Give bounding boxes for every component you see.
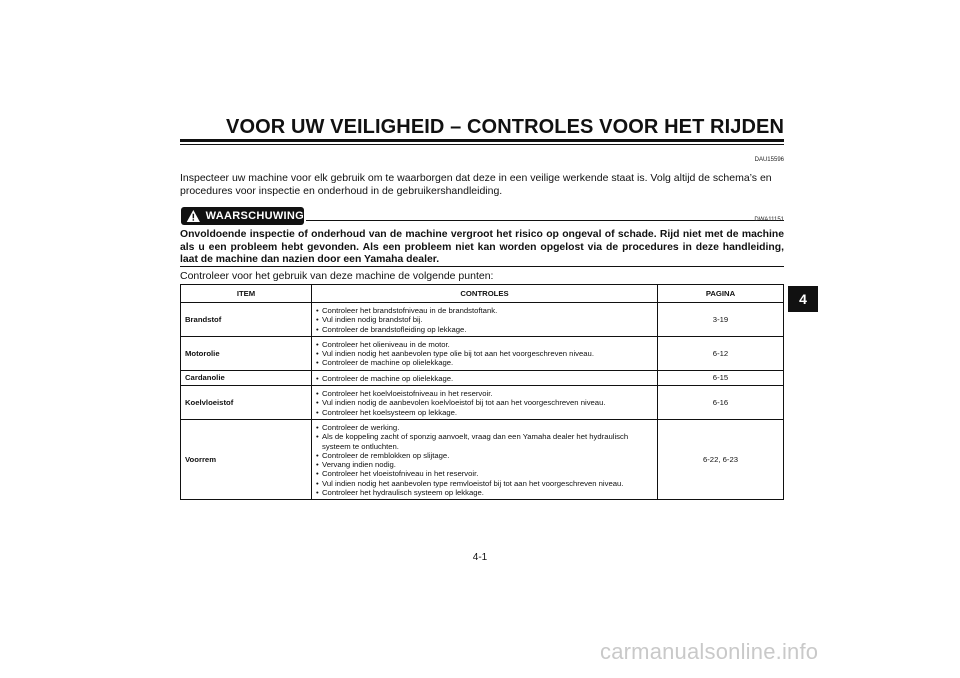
check-item: • Controleer het olieniveau in de motor. — [316, 340, 653, 349]
warning-code: DWA11151 — [754, 217, 784, 223]
table-row — [181, 386, 784, 420]
check-item: • Controleer het vloeistofniveau in het reservoir. — [316, 469, 653, 478]
doc-code: DAU15596 — [754, 157, 784, 163]
check-item: • Controleer de brandstofleiding op lekkage. — [316, 325, 653, 334]
page-ref: 3-19 — [658, 303, 784, 337]
page-ref: 6-16 — [658, 386, 784, 420]
header-item: ITEM — [181, 285, 312, 303]
check-item: • Vervang indien nodig. — [316, 460, 653, 469]
check-item: • Controleer de werking. — [316, 423, 653, 432]
intro-paragraph: Inspecteer uw machine voor elk gebruik om te waarborgen dat deze in een veilige werkende staat is. Volg altijd de schema’s en procedures voor inspectie en onderhoud in de gebruikershandleiding. — [180, 172, 772, 197]
check-item: • Vul indien nodig het aanbevolen type remvloeistof bij tot aan het voorgeschreven niveau. — [316, 479, 653, 488]
header-pagina: PAGINA — [658, 285, 784, 303]
page-title: VOOR UW VEILIGHEID – CONTROLES VOOR HET RIJDEN — [226, 116, 784, 138]
checks-cell — [312, 419, 658, 499]
page-ref: 6-12 — [658, 336, 784, 370]
item-name: Voorrem — [181, 419, 312, 499]
checks-cell — [312, 336, 658, 370]
check-item: • Controleer de remblokken op slijtage. — [316, 451, 653, 460]
title-rule-thin — [180, 144, 784, 145]
warning-end-rule — [180, 266, 784, 267]
check-item: • Vul indien nodig de aanbevolen koelvloeistof bij tot aan het voorgeschreven niveau. — [316, 398, 653, 407]
item-name: Brandstof — [181, 303, 312, 337]
item-name: Motorolie — [181, 336, 312, 370]
checks-cell — [312, 303, 658, 337]
check-item: • Vul indien nodig het aanbevolen type olie bij tot aan het voorgeschreven niveau. — [316, 349, 653, 358]
item-name: Koelvloeistof — [181, 386, 312, 420]
page-ref: 6-22, 6-23 — [658, 419, 784, 499]
warning-triangle-icon — [186, 209, 201, 223]
check-item: • Controleer het koelvloeistofniveau in het reservoir. — [316, 389, 653, 398]
table-row — [181, 370, 784, 385]
check-item: • Controleer het hydraulisch systeem op lekkage. — [316, 488, 653, 497]
checks-list — [316, 389, 653, 417]
item-name: Cardanolie — [181, 370, 312, 385]
check-item: • Controleer de machine op olielekkage. — [316, 358, 653, 367]
page-ref: 6-15 — [658, 370, 784, 385]
check-item: • Vul indien nodig brandstof bij. — [316, 315, 653, 324]
checks-table — [180, 284, 784, 500]
header-controles: CONTROLES — [312, 285, 658, 303]
warning-badge — [181, 207, 304, 225]
watermark-logo: carmanualsonline.info — [600, 639, 819, 664]
table-row — [181, 419, 784, 499]
title-rule-thick — [180, 139, 784, 142]
table-row — [181, 336, 784, 370]
warning-text: Onvoldoende inspectie of onderhoud van de machine vergroot het risico op ongeval of schade. Rijd niet met de machine als u een probleem hebt gevonden. Als een probleem niet kan worden opgelost via de procedures in deze handleiding, laat de machine dan nazien door een Yamaha dealer. — [180, 229, 784, 266]
checks-list — [316, 340, 653, 368]
chapter-tab: 4 — [788, 286, 818, 312]
check-item: • Als de koppeling zacht of sponzig aanvoelt, vraag dan een Yamaha dealer het hydraulisch systeem te ontluchten. — [316, 432, 653, 451]
warning-label: WAARSCHUWING — [205, 210, 304, 222]
checks-list — [316, 374, 653, 383]
warning-rule — [306, 220, 784, 221]
page-number: 4-1 — [472, 552, 488, 563]
checks-cell — [312, 370, 658, 385]
check-item: • Controleer het koelsysteem op lekkage. — [316, 408, 653, 417]
checks-list — [316, 306, 653, 334]
table-header-row — [181, 285, 784, 303]
check-item: • Controleer de machine op olielekkage. — [316, 374, 653, 383]
lead-text: Controleer voor het gebruik van deze machine de volgende punten: — [180, 270, 494, 282]
checks-cell — [312, 386, 658, 420]
check-item: • Controleer het brandstofniveau in de brandstoftank. — [316, 306, 653, 315]
checks-list — [316, 423, 653, 497]
table-row — [181, 303, 784, 337]
